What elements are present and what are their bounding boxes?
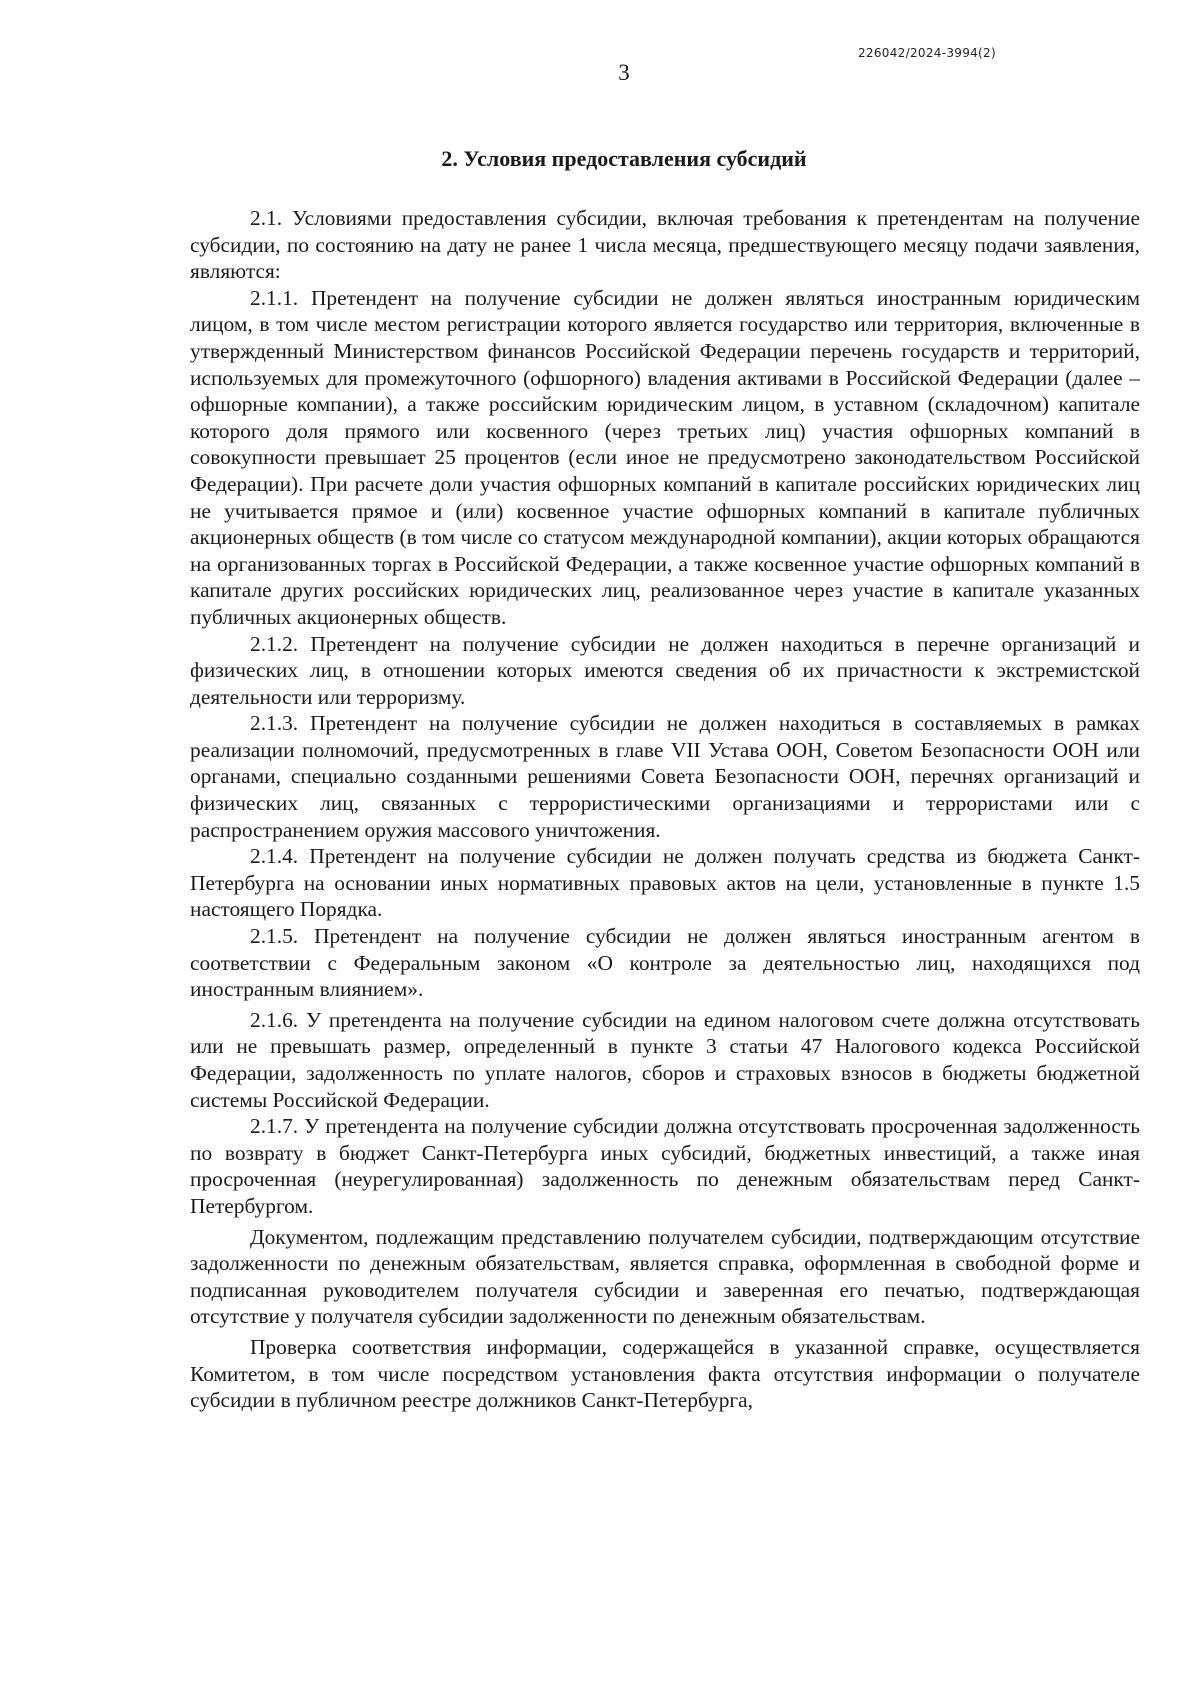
paragraph-2-1-5: 2.1.5. Претендент на получение субсидии не должен являться иностранным агентом в соответствии с Федеральным законом «О контроле за деятельностью лиц, находящихся под иностранным влиянием».: [190, 924, 1140, 1002]
document-body: [190, 205, 1140, 1414]
document-number: 226042/2024-3994(2): [858, 46, 996, 60]
paragraph-2-1: 2.1. Условиями предоставления субсидии, включая требования к претендентам на получение субсидии, по состоянию на дату не ранее 1 числа месяца, предшествующего месяцу подачи заявления, являются:: [190, 206, 1140, 284]
paragraph-2-1-7: 2.1.7. У претендента на получение субсидии должна отсутствовать просроченная задолженность по возврату в бюджет Санкт-Петербурга иных субсидий, бюджетных инвестиций, а также иная просроченная (неурегулированная) задолженность по денежным обязательствам перед Санкт-Петербургом.: [190, 1114, 1140, 1218]
paragraph-document-certificate: Документом, подлежащим представлению получателем субсидии, подтверждающим отсутствие задолженности по денежным обязательствам, является справка, оформленная в свободной форме и подписанная руководителем получателя субсидии и заверенная его печатью, подтверждающая отсутствие у получателя субсидии задолженности по денежным обязательствам.: [190, 1224, 1140, 1329]
paragraph-2-1-4: 2.1.4. Претендент на получение субсидии не должен получать средства из бюджета Санкт-Петербурга на основании иных нормативных правовых актов на цели, установленные в пункте 1.5 настоящего Порядка.: [190, 844, 1140, 922]
section-title: 2. Условия предоставления субсидий: [441, 146, 807, 171]
paragraph-2-1-1: 2.1.1. Претендент на получение субсидии не должен являться иностранным юридическим лицом, в том числе местом регистрации которого является государство или территория, включенные в утвержденный Министерством финансов Российской Федерации перечень государств и территорий, используемых для промежуточного (офшорного) владения активами в Российской Федерации (далее – офшорные компании), а также российским юридическим лицом, в уставном (складочном) капитале которого доля прямого или косвенного (через третьих лиц) участия офшорных компаний в совокупности превышает 25 процентов (если иное не предусмотрено законодательством Российской Федерации). При расчете доли участия офшорных компаний в капитале российских юридических лиц не учитывается прямое и (или) косвенное участие офшорных компаний в капитале публичных акционерных обществ (в том числе со статусом международной компании), акции которых обращаются на организованных торгах в Российской Федерации, а также косвенное участие офшорных компаний в капитале других российских юридических лиц, реализованное через участие в капитале указанных публичных акционерных обществ.: [190, 285, 1140, 629]
page-number: 3: [618, 60, 630, 85]
paragraph-verification: Проверка соответствия информации, содержащейся в указанной справке, осуществляется Комитетом, в том числе посредством установления факта отсутствия информации о получателе субсидии в публичном реестре должников Санкт-Петербурга,: [190, 1334, 1140, 1413]
paragraph-2-1-2: 2.1.2. Претендент на получение субсидии не должен находиться в перечне организаций и физических лиц, в отношении которых имеются сведения об их причастности к экстремистской деятельности или терроризму.: [190, 631, 1140, 709]
paragraph-2-1-6: 2.1.6. У претендента на получение субсидии на едином налоговом счете должна отсутствовать или не превышать размер, определенный в пункте 3 статьи 47 Налогового кодекса Российской Федерации, задолженность по уплате налогов, сборов и страховых взносов в бюджеты бюджетной системы Российской Федерации.: [190, 1007, 1140, 1112]
paragraph-2-1-3: 2.1.3. Претендент на получение субсидии не должен находиться в составляемых в рамках реализации полномочий, предусмотренных в главе VII Устава ООН, Советом Безопасности ООН или органами, специально созданными решениями Совета Безопасности ООН, перечнях организаций и физических лиц, связанных с террористическими организациями и террористами или с распространением оружия массового уничтожения.: [190, 711, 1140, 842]
